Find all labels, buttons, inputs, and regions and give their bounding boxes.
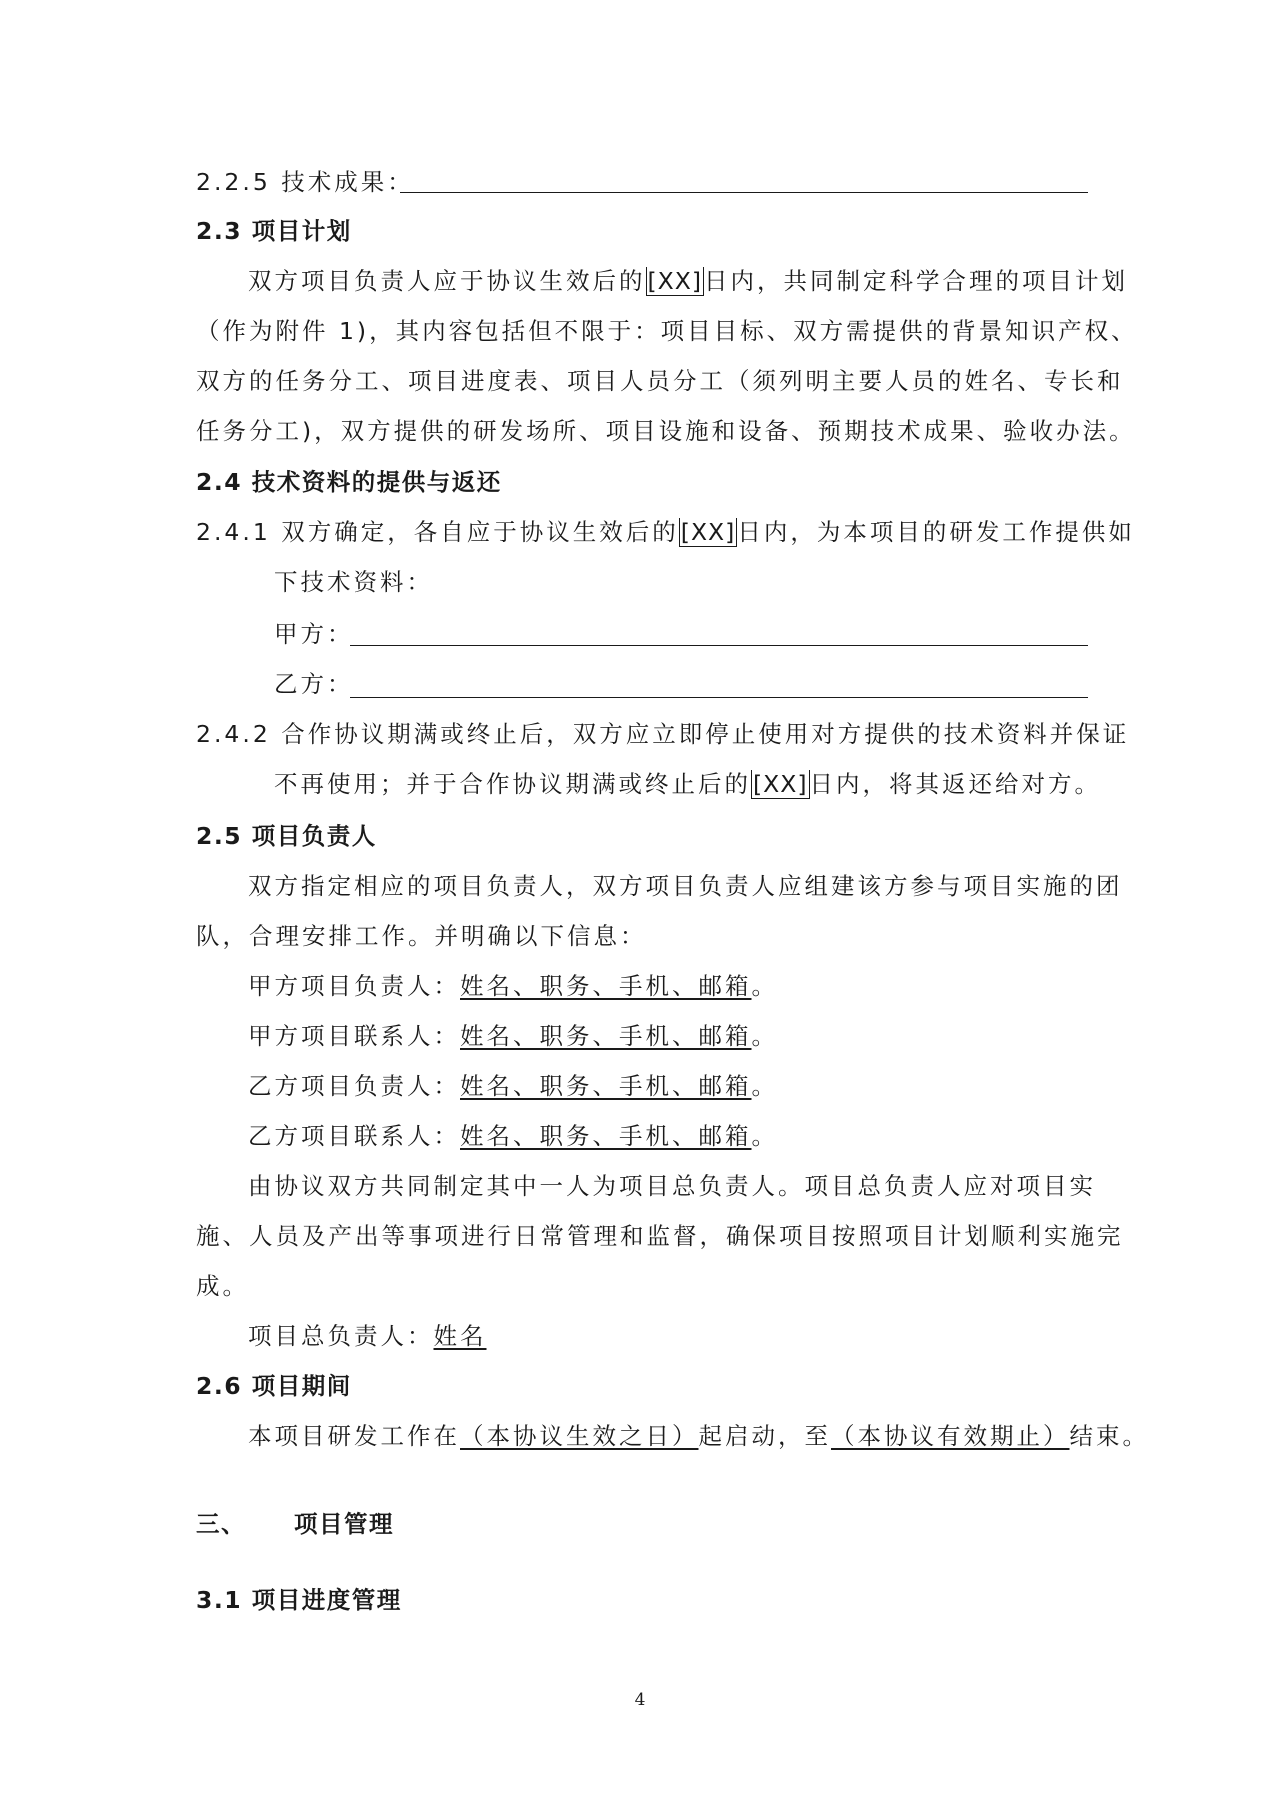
section-2-3-line-4: 任务分工)，双方提供的研发场所、项目设施和设备、预期技术成果、验收办法。 (196, 417, 1136, 445)
party-b-lead-value[interactable]: 姓名、职务、手机、邮箱 (460, 1072, 752, 1100)
section-2-4-heading: 2.4 技术资料的提供与返还 (196, 468, 502, 496)
clause-2-4-2-line-1: 2.4.2 合作协议期满或终止后，双方应立即停止使用对方提供的技术资料并保证 (196, 720, 1130, 748)
page-number: 4 (634, 1690, 646, 1710)
project-start-value[interactable]: （本协议生效之日） (460, 1422, 699, 1450)
section-2-6-line: 本项目研发工作在（本协议生效之日）起启动，至（本协议有效期止）结束。 (248, 1422, 1149, 1450)
party-a-contact-row: 甲方项目联系人：姓名、职务、手机、邮箱。 (248, 1022, 778, 1050)
party-b-contact-row: 乙方项目联系人：姓名、职务、手机、邮箱。 (248, 1122, 778, 1150)
clause-2-4-2-line-2: 不再使用；并于合作协议期满或终止后的[XX]日内，将其返还给对方。 (274, 770, 1102, 798)
chief-lead-value[interactable]: 姓名 (433, 1322, 487, 1350)
section-2-6-heading: 2.6 项目期间 (196, 1372, 352, 1400)
section-2-3-heading: 2.3 项目计划 (196, 217, 352, 245)
chapter-3-heading: 三、 项目管理 (196, 1510, 394, 1538)
section-2-3-line-1: 双方项目负责人应于协议生效后的[XX]日内，共同制定科学合理的项目计划 (248, 267, 1129, 295)
section-2-5-para-2-line-2: 施、人员及产出等事项进行日常管理和监督，确保项目按照项目计划顺利实施完 (196, 1222, 1124, 1250)
party-a-label: 甲方： (274, 620, 354, 648)
party-b-contact-value[interactable]: 姓名、职务、手机、邮箱 (460, 1122, 752, 1150)
party-a-lead-row: 甲方项目负责人：姓名、职务、手机、邮箱。 (248, 972, 778, 1000)
party-a-materials-blank[interactable] (350, 645, 1088, 646)
clause-2-2-5-label: 2.2.5 技术成果： (196, 168, 414, 196)
section-2-3-line-2: （作为附件 1)，其内容包括但不限于：项目目标、双方需提供的背景知识产权、 (196, 317, 1138, 345)
clause-2-4-1-line-1: 2.4.1 双方确定，各自应于协议生效后的[XX]日内，为本项目的研发工作提供如 (196, 518, 1135, 546)
party-b-materials-blank[interactable] (350, 697, 1088, 698)
days-placeholder: [XX] (647, 267, 703, 295)
section-3-1-heading: 3.1 项目进度管理 (196, 1586, 402, 1614)
technical-results-blank[interactable] (400, 192, 1088, 193)
project-end-value[interactable]: （本协议有效期止） (831, 1422, 1070, 1450)
section-2-3-line-3: 双方的任务分工、项目进度表、项目人员分工（须列明主要人员的姓名、专长和 (196, 367, 1124, 395)
party-b-label: 乙方： (274, 670, 354, 698)
party-a-lead-value[interactable]: 姓名、职务、手机、邮箱 (460, 972, 752, 1000)
section-2-5-para-1-line-1: 双方指定相应的项目负责人，双方项目负责人应组建该方参与项目实施的团 (248, 872, 1123, 900)
section-2-5-heading: 2.5 项目负责人 (196, 822, 377, 850)
section-2-5-para-2-line-1: 由协议双方共同制定其中一人为项目总负责人。项目总负责人应对项目实 (248, 1172, 1096, 1200)
party-b-lead-row: 乙方项目负责人：姓名、职务、手机、邮箱。 (248, 1072, 778, 1100)
days-placeholder: [XX] (680, 518, 736, 546)
days-placeholder: [XX] (753, 770, 808, 798)
party-a-contact-value[interactable]: 姓名、职务、手机、邮箱 (460, 1022, 752, 1050)
section-2-5-para-1-line-2: 队，合理安排工作。并明确以下信息： (196, 922, 647, 950)
chief-lead-row: 项目总负责人：姓名 (248, 1322, 487, 1350)
clause-2-4-1-line-2: 下技术资料： (274, 568, 433, 596)
section-2-5-para-2-line-3: 成。 (196, 1272, 249, 1300)
